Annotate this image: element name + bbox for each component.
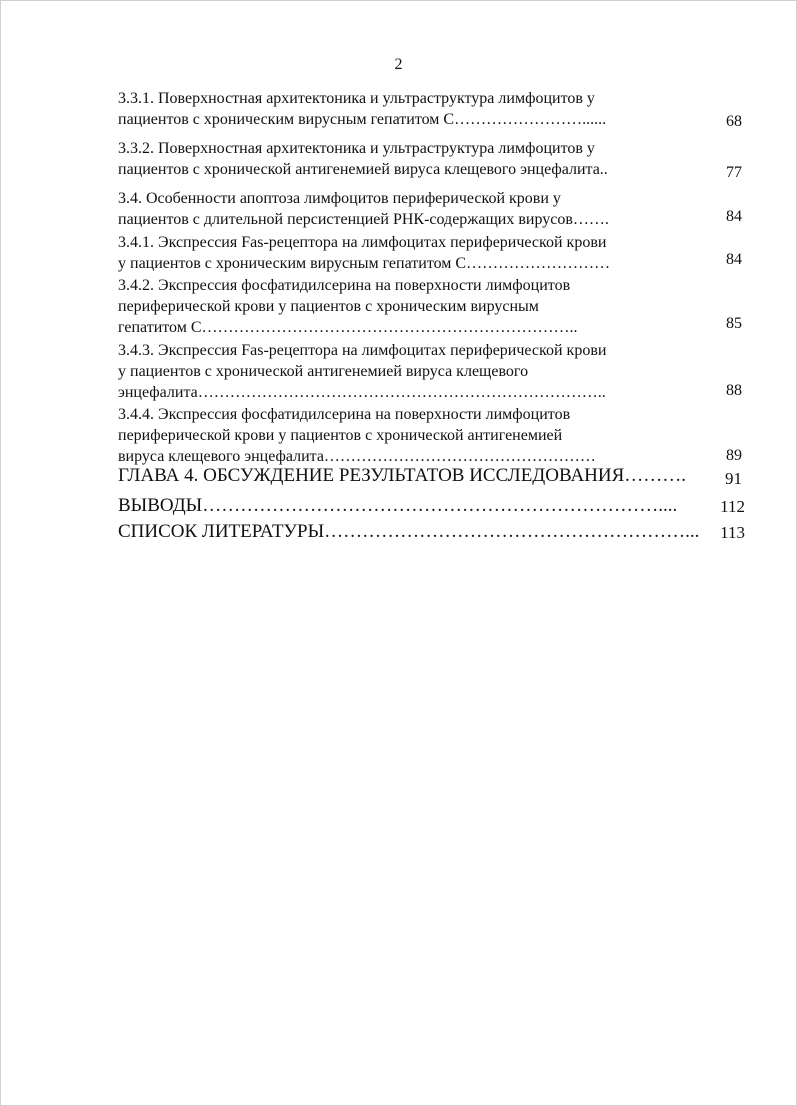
toc-page-3-4-4: 89: [726, 447, 742, 464]
toc-entry-3-3-2: 3.3.2. Поверхностная архитектоника и ультраструктура лимфоцитов у пациентов с хронической антигенемией вируса клещевого энцефалита..: [118, 140, 608, 178]
toc-page-3-3-1: 68: [726, 113, 742, 130]
toc-page-3-4-3: 88: [726, 382, 742, 399]
toc-page-3-3-2: 77: [726, 164, 742, 181]
toc-entry-3-4-4: 3.4.4. Экспрессия фосфатидилсерина на поверхности лимфоцитов периферической крови у пациентов с хронической антигенемией вируса клещевого энцефалита……………………………………………: [118, 406, 596, 465]
page-number: 2: [394, 56, 403, 73]
toc-entry-conclusions: ВЫВОДЫ………………………………………………………………....: [118, 495, 678, 516]
toc-entry-3-3-1: 3.3.1. Поверхностная архитектоника и ультраструктура лимфоцитов у пациентов с хроническим вирусным гепатитом С……………………......: [118, 90, 607, 128]
toc-entry-references: СПИСОК ЛИТЕРАТУРЫ…………………………………………………...: [118, 521, 700, 542]
toc-page-3-4: 84: [726, 208, 742, 225]
toc-page-chapter-4: 91: [725, 469, 742, 488]
toc-page-conclusions: 112: [720, 497, 745, 516]
toc-entry-3-4-1: 3.4.1. Экспрессия Fas-рецептора на лимфоцитах периферической крови у пациентов с хроническим вирусным гепатитом С………………………: [118, 234, 611, 272]
toc-entry-3-4-2: 3.4.2. Экспрессия фосфатидилсерина на поверхности лимфоцитов периферической крови у пациентов с хроническим вирусным гепатитом С……………………………………………………………..: [118, 277, 578, 336]
toc-entry-chapter-4: ГЛАВА 4. ОБСУЖДЕНИЕ РЕЗУЛЬТАТОВ ИССЛЕДОВАНИЯ……….: [118, 465, 687, 486]
toc-entry-3-4: 3.4. Особенности апоптоза лимфоцитов периферической крови у пациентов с длительной персистенцией РНК-содержащих вирусов…….: [118, 190, 609, 228]
toc-entry-3-4-3: 3.4.3. Экспрессия Fas-рецептора на лимфоцитах периферической крови у пациентов с хронической антигенемией вируса клещевого энцефалита…………………………………………………………………..: [118, 342, 607, 401]
toc-page-references: 113: [720, 523, 745, 542]
toc-page-3-4-1: 84: [726, 251, 742, 268]
toc-page-3-4-2: 85: [726, 315, 742, 332]
